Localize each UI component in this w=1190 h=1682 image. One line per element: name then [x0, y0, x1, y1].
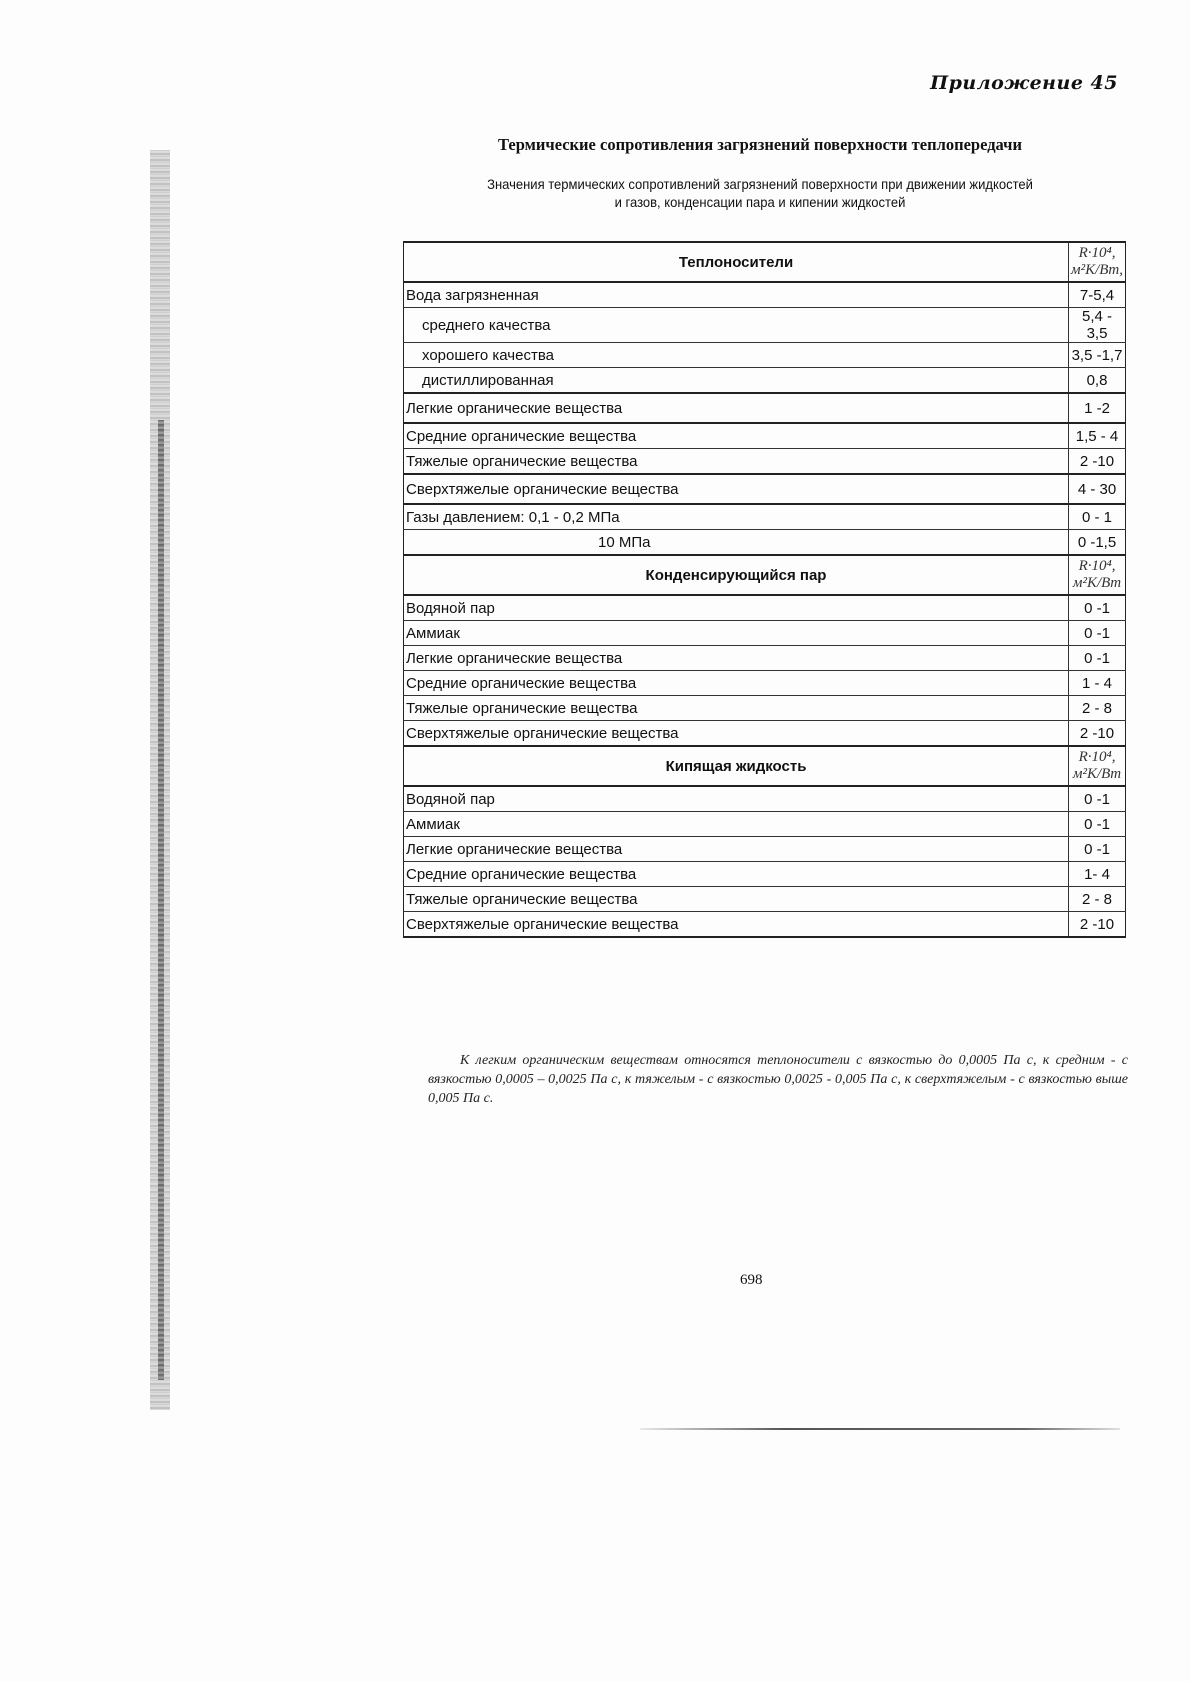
subtitle-line: и газов, конденсации пара и кипении жидкостей — [614, 194, 906, 210]
resistance-value-cell: 1 -2 — [1069, 393, 1126, 423]
substance-cell: Вода загрязненная — [404, 282, 1069, 308]
resistance-value-cell: 4 - 30 — [1069, 474, 1126, 504]
resistance-value-cell: 1 - 4 — [1069, 671, 1126, 696]
substance-cell: Сверхтяжелые органические вещества — [404, 721, 1069, 747]
substance-cell: Водяной пар — [404, 595, 1069, 621]
scan-edge-artifact-inner — [158, 420, 164, 1380]
table-row — [404, 282, 1126, 308]
substance-cell: среднего качества — [404, 308, 1069, 343]
resistance-value-cell: 0 -1,5 — [1069, 530, 1126, 556]
footnote-text: К легким органическим веществам относятся теплоносители с вязкостью до 0,0005 Па с, к средним - с вязкостью 0,0005 – 0,0025 Па с, к тяжелым - с вязкостью 0,0025 - 0,005 Па с, к сверхтяжелым - с вязкостью выше 0,005 Па с. — [428, 1053, 1128, 1106]
resistance-value-cell: 0,8 — [1069, 368, 1126, 394]
substance-cell: Средние органические вещества — [404, 423, 1069, 449]
table-row — [404, 887, 1126, 912]
resistance-value-cell: 0 -1 — [1069, 837, 1126, 862]
substance-cell: Газы давлением: 0,1 - 0,2 МПа — [404, 504, 1069, 530]
section-header-row — [404, 555, 1126, 595]
table-row — [404, 368, 1126, 394]
table-row — [404, 530, 1126, 556]
substance-cell: Тяжелые органические вещества — [404, 887, 1069, 912]
substance-cell: Легкие органические вещества — [404, 837, 1069, 862]
substance-cell: Водяной пар — [404, 786, 1069, 812]
table-row — [404, 621, 1126, 646]
substance-cell: Легкие органические вещества — [404, 393, 1069, 423]
page-subtitle — [425, 175, 1095, 211]
section-header: Теплоносители — [404, 242, 1069, 282]
section-header: Конденсирующийся пар — [404, 555, 1069, 595]
table-row — [404, 646, 1126, 671]
page-number: 698 — [740, 1272, 763, 1288]
table-row — [404, 721, 1126, 747]
table-row — [404, 308, 1126, 343]
substance-cell: Тяжелые органические вещества — [404, 449, 1069, 475]
table-row — [404, 671, 1126, 696]
resistance-value-cell: 5,4 - 3,5 — [1069, 308, 1126, 343]
resistance-value-cell: 0 -1 — [1069, 786, 1126, 812]
substance-cell: Аммиак — [404, 621, 1069, 646]
unit-header: R·10⁴, м²K/Bm, — [1069, 242, 1126, 282]
table-row — [404, 449, 1126, 475]
substance-cell: 10 МПа — [404, 530, 1069, 556]
resistance-value-cell: 7-5,4 — [1069, 282, 1126, 308]
substance-cell: Сверхтяжелые органические вещества — [404, 474, 1069, 504]
resistance-table — [403, 241, 1126, 938]
subtitle-line: Значения термических сопротивлений загрязнений поверхности при движении жидкостей — [487, 176, 1033, 192]
resistance-value-cell: 0 -1 — [1069, 646, 1126, 671]
section-header-row — [404, 746, 1126, 786]
resistance-value-cell: 0 -1 — [1069, 595, 1126, 621]
footnote — [428, 1051, 1128, 1108]
table-row — [404, 912, 1126, 938]
scan-bottom-line — [640, 1428, 1120, 1430]
substance-cell: Средние органические вещества — [404, 862, 1069, 887]
resistance-value-cell: 2 -10 — [1069, 721, 1126, 747]
resistance-value-cell: 0 -1 — [1069, 621, 1126, 646]
resistance-value-cell: 0 - 1 — [1069, 504, 1126, 530]
table-row — [404, 837, 1126, 862]
substance-cell: Средние органические вещества — [404, 671, 1069, 696]
resistance-value-cell: 1- 4 — [1069, 862, 1126, 887]
resistance-value-cell: 1,5 - 4 — [1069, 423, 1126, 449]
resistance-value-cell: 2 - 8 — [1069, 887, 1126, 912]
resistance-value-cell: 3,5 -1,7 — [1069, 343, 1126, 368]
page-title: Термические сопротивления загрязнений поверхности теплопередачи — [498, 135, 1022, 154]
appendix-header: Приложение 45 — [930, 72, 1118, 94]
table-row — [404, 393, 1126, 423]
table-row — [404, 595, 1126, 621]
resistance-value-cell: 2 -10 — [1069, 912, 1126, 938]
table-row — [404, 423, 1126, 449]
resistance-value-cell: 2 -10 — [1069, 449, 1126, 475]
table-row — [404, 862, 1126, 887]
substance-cell: хорошего качества — [404, 343, 1069, 368]
unit-header: R·10⁴, м²K/Bm — [1069, 746, 1126, 786]
section-header-row — [404, 242, 1126, 282]
resistance-value-cell: 0 -1 — [1069, 812, 1126, 837]
table-row — [404, 696, 1126, 721]
substance-cell: Тяжелые органические вещества — [404, 696, 1069, 721]
unit-header: R·10⁴, м²K/Bm — [1069, 555, 1126, 595]
table-row — [404, 343, 1126, 368]
substance-cell: дистиллированная — [404, 368, 1069, 394]
table-row — [404, 474, 1126, 504]
substance-cell: Аммиак — [404, 812, 1069, 837]
resistance-value-cell: 2 - 8 — [1069, 696, 1126, 721]
section-header: Кипящая жидкость — [404, 746, 1069, 786]
table-row — [404, 812, 1126, 837]
substance-cell: Сверхтяжелые органические вещества — [404, 912, 1069, 938]
table-row — [404, 504, 1126, 530]
substance-cell: Легкие органические вещества — [404, 646, 1069, 671]
table-row — [404, 786, 1126, 812]
